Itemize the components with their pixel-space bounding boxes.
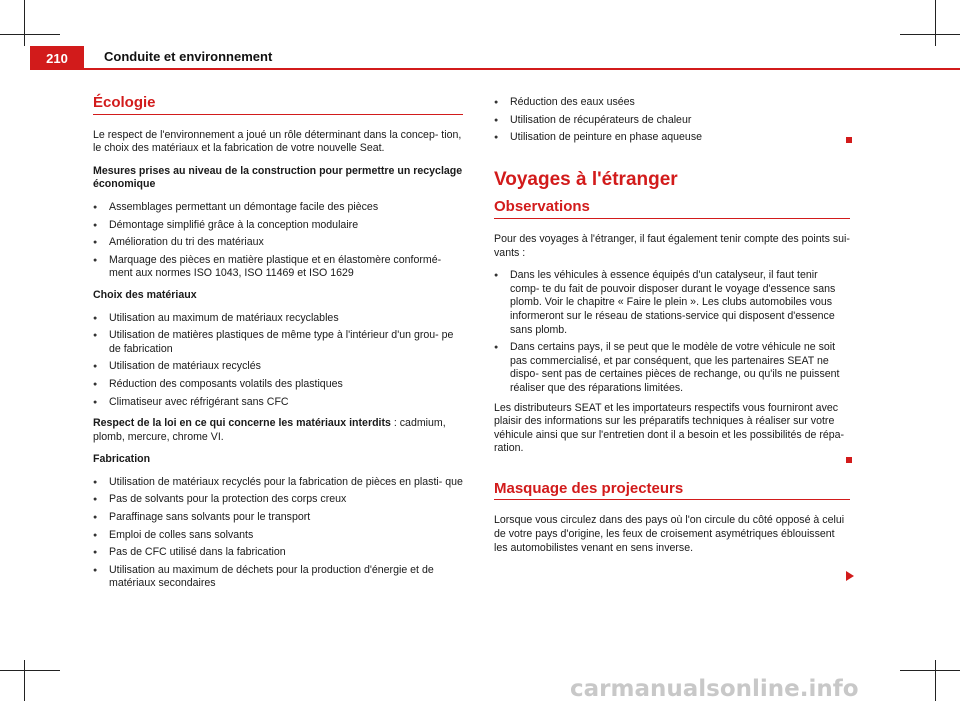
observations-outro: Les distributeurs SEAT et les importateurs respectifs vous fourniront avec plaisir des informations sur les préparatifs techniques à réaliser sur votre véhicule ainsi que sur l'entretien dont il a besoin et les possibilités de répa- ration. xyxy=(494,401,845,455)
chapter-heading-voyages: Voyages à l'étranger xyxy=(494,168,678,190)
crop-mark xyxy=(900,34,960,35)
masquage-paragraph: Lorsque vous circulez dans des pays où l'on circule du côté opposé à celui de votre pays d'origine, les feux de croisement asymétriques éblouissent les automobilistes venant en sens inverse. xyxy=(494,514,845,554)
list-item: ● Pas de solvants pour la protection des corps creux xyxy=(93,493,463,507)
watermark: carmanualsonline.info xyxy=(570,676,859,702)
crop-mark xyxy=(0,670,60,671)
list-item: ● Utilisation de peinture en phase aqueuse xyxy=(494,131,850,145)
list-item: ● Réduction des eaux usées xyxy=(494,96,850,110)
section-end-marker xyxy=(846,457,852,463)
right-column xyxy=(494,96,850,564)
page-number: 210 xyxy=(30,46,84,70)
law-rest-text: : cadmium, plomb, mercure, chrome VI. xyxy=(93,417,446,443)
section-end-marker xyxy=(846,137,852,143)
list-item: ● Paraffinage sans solvants pour le transport xyxy=(93,511,463,525)
section-title-masquage: Masquage des projecteurs xyxy=(494,482,850,501)
intro-paragraph: Le respect de l'environnement a joué un rôle déterminant dans la concep- tion, le choix des matériaux et la fabrication de votre nouvelle Seat. xyxy=(93,128,462,155)
crop-mark xyxy=(0,34,60,35)
crop-mark xyxy=(900,670,960,671)
list-item: ● Amélioration du tri des matériaux xyxy=(93,236,463,250)
law-bold-text: Respect de la loi en ce qui concerne les matériaux interdits xyxy=(93,417,391,430)
list-item: ● Assemblages permettant un démontage facile des pièces xyxy=(93,201,463,215)
observations-intro: Pour des voyages à l'étranger, il faut également tenir compte des points sui- vants : xyxy=(494,232,850,259)
law-paragraph xyxy=(93,417,463,444)
list-item: ● Marquage des pièces en matière plastique et en élastomère conformé- ment aux normes ISO 1043, ISO 11469 et ISO 1629 xyxy=(93,254,463,281)
chapter-title: Conduite et environnement xyxy=(104,49,273,64)
list-item: ● Utilisation de matières plastiques de même type à l'intérieur d'un grou- pe de fabrication xyxy=(93,329,463,356)
list-item: ● Emploi de colles sans solvants xyxy=(93,529,463,543)
materials-heading: Choix des matériaux xyxy=(93,288,197,301)
section-title-observations: Observations xyxy=(494,200,850,219)
list-item: ● Dans certains pays, il se peut que le modèle de votre véhicule ne soit pas commercialisé, et par conséquent, que les partenaires SEAT ne dispo- sent pas de certaines pièces de rechange, ou qu'ils ne puissent réaliser que des réparations limitées. xyxy=(494,341,850,395)
continued-list xyxy=(494,96,850,145)
header-rule xyxy=(30,68,960,70)
section-title-ecologie: Écologie xyxy=(93,96,463,115)
list-item: ● Pas de CFC utilisé dans la fabrication xyxy=(93,546,463,560)
list-item: ● Utilisation de matériaux recyclés xyxy=(93,360,463,374)
crop-mark xyxy=(935,660,936,701)
construction-heading: Mesures prises au niveau de la construction pour permettre un recyclage économique xyxy=(93,164,463,191)
fabrication-heading: Fabrication xyxy=(93,453,151,466)
continue-arrow-icon xyxy=(846,571,854,581)
materials-list xyxy=(93,312,463,410)
left-column xyxy=(93,96,463,595)
crop-mark xyxy=(24,660,25,701)
list-item: ● Climatiseur avec réfrigérant sans CFC xyxy=(93,396,463,410)
list-item: ● Utilisation de récupérateurs de chaleur xyxy=(494,114,850,128)
list-item: ● Utilisation au maximum de matériaux recyclables xyxy=(93,312,463,326)
list-item: ● Dans les véhicules à essence équipés d'un catalyseur, il faut tenir comp- te du fait de pouvoir disposer durant le voyage d'essence sans plomb. Voir le chapitre « Faire le plein ». Les clubs automobiles vous informeront sur le réseau de stations-service qui disposent d'essence sans plomb. xyxy=(494,269,850,337)
list-item: ● Réduction des composants volatils des plastiques xyxy=(93,378,463,392)
construction-list xyxy=(93,201,463,281)
crop-mark xyxy=(24,0,25,46)
fabrication-list xyxy=(93,476,463,591)
list-item: ● Utilisation de matériaux recyclés pour la fabrication de pièces en plasti- que xyxy=(93,476,463,490)
list-item: ● Démontage simplifié grâce à la conception modulaire xyxy=(93,219,463,233)
list-item: ● Utilisation au maximum de déchets pour la production d'énergie et de matériaux secondaires xyxy=(93,564,463,591)
crop-mark xyxy=(935,0,936,46)
observations-list xyxy=(494,269,850,395)
